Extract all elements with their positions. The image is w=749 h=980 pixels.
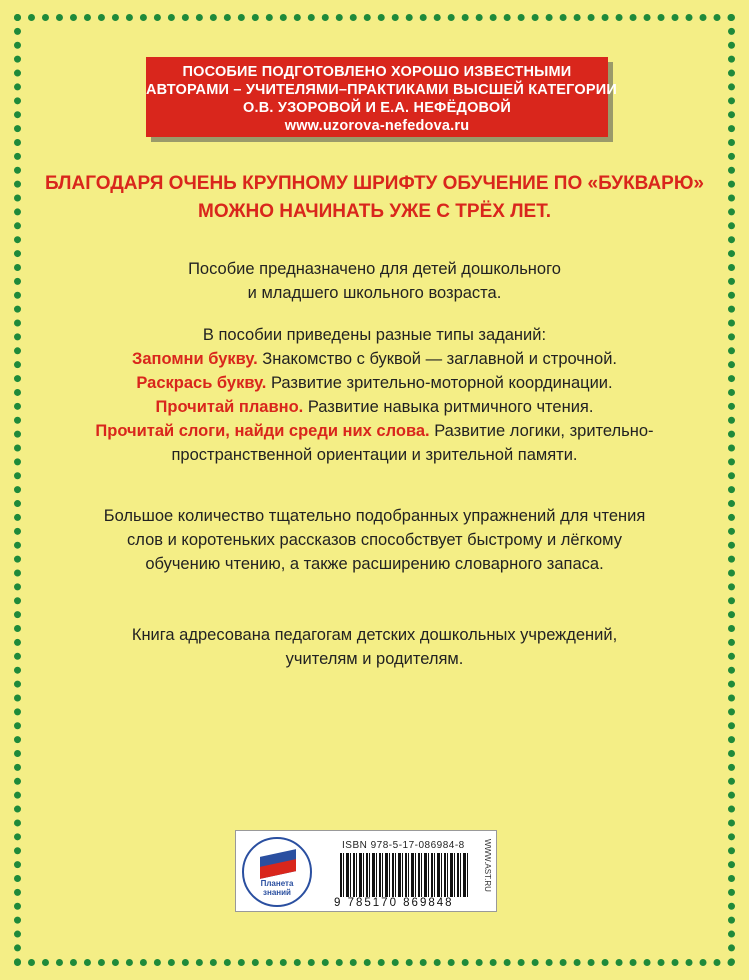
publisher-site: WWW.AST.RU: [483, 839, 492, 892]
audience-line-1: Книга адресована педагогам детских дошкольных учреждений,: [131, 626, 618, 644]
tasks-heading: В пособии приведены разные типы заданий:: [202, 326, 547, 344]
intro-line-2: и младшего школьного возраста.: [247, 284, 502, 302]
task-item: [0, 419, 749, 443]
exercises-paragraph: [0, 504, 749, 576]
banner-line-3: О.В. УЗОРОВОЙ И Е.А. НЕФЁДОВОЙ: [243, 100, 511, 116]
task-name: Запомни букву.: [132, 350, 258, 368]
dotted-border: [14, 14, 735, 966]
banner-line-1: ПОСОБИЕ ПОДГОТОВЛЕНО ХОРОШО ИЗВЕСТНЫМИ: [182, 64, 572, 80]
barcode-digits: 9 785170 869848: [334, 897, 454, 909]
intro-line-1: Пособие предназначено для детей дошкольного: [188, 260, 561, 278]
tasks-paragraph: [0, 323, 749, 467]
authors-banner: [146, 57, 617, 137]
intro-paragraph: [0, 257, 749, 305]
isbn-text: ISBN 978-5-17-086984-8: [342, 840, 465, 851]
exercises-line-1: Большое количество тщательно подобранных упражнений для чтения: [103, 507, 646, 525]
task-item: [0, 371, 749, 395]
task-desc: Знакомство с буквой — заглавной и строчной.: [257, 350, 617, 368]
logo-text: Планета знаний: [260, 879, 294, 897]
barcode-panel: [235, 830, 497, 912]
task-desc: Развитие навыка ритмичного чтения.: [303, 398, 594, 416]
exercises-line-3: обучению чтению, а также расширению словарного запаса.: [145, 555, 604, 573]
task-name: Прочитай плавно.: [155, 398, 304, 416]
audience-line-2: учителям и родителям.: [285, 650, 464, 668]
banner-url: www.uzorova-nefedova.ru: [284, 118, 470, 134]
audience-paragraph: [0, 623, 749, 671]
task-item: [0, 347, 749, 371]
task-item: [0, 395, 749, 419]
task-desc: Развитие зрительно-моторной координации.: [266, 374, 613, 392]
task-desc: Развитие логики, зрительно-: [429, 422, 654, 440]
flag-logo-icon: [242, 837, 312, 907]
tasks-continuation: пространственной ориентации и зрительной памяти.: [171, 446, 578, 464]
barcode-bars: [340, 853, 468, 897]
task-name: Раскрась букву.: [136, 374, 267, 392]
headline-line-2: МОЖНО НАЧИНАТЬ УЖЕ С ТРЁХ ЛЕТ.: [198, 201, 551, 222]
headline-line-1: БЛАГОДАРЯ ОЧЕНЬ КРУПНОМУ ШРИФТУ ОБУЧЕНИЕ ПО «БУКВАРЮ»: [44, 173, 705, 194]
banner-line-2: АВТОРАМИ – УЧИТЕЛЯМИ–ПРАКТИКАМИ ВЫСШЕЙ КАТЕГОРИИ: [146, 82, 617, 98]
exercises-line-2: слов и коротеньких рассказов способствует быстрому и лёгкому: [127, 531, 622, 549]
task-name: Прочитай слоги, найди среди них слова.: [95, 422, 430, 440]
headline: [0, 170, 749, 226]
